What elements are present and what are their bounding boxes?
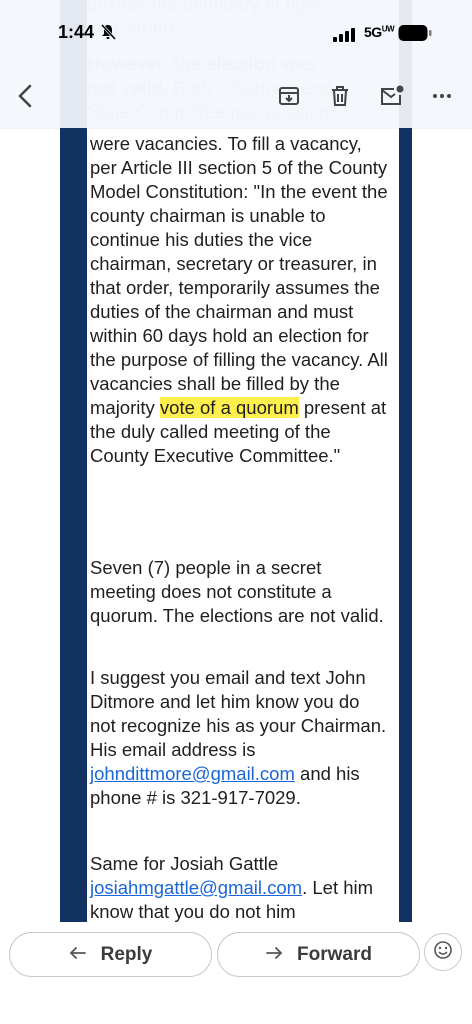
reply-button[interactable] [9, 932, 212, 977]
email-frame-left [60, 0, 87, 922]
more-options-icon[interactable] [430, 84, 454, 108]
paragraph-2-text: Seven (7) people in a secret meeting does not constitute a quorum. The elections are not valid. [90, 557, 384, 626]
mark-unread-icon[interactable] [379, 84, 403, 108]
paragraph-4-text: Same for Josiah Gattle [90, 853, 279, 874]
signal-strength-icon [333, 28, 357, 47]
email-frame-right [399, 0, 412, 922]
paragraph-3-text: I suggest you email and text John Ditmore and let him know you do not recognize his as your Chairman. His email address is [90, 667, 387, 760]
email-paragraph-4 [90, 852, 390, 924]
battery-icon [398, 24, 432, 47]
network-label: 5G [364, 24, 382, 40]
paragraph-4-end: . Let him know that you do not him [90, 877, 374, 922]
trash-icon[interactable] [328, 84, 352, 108]
email-paragraph-1 [90, 132, 390, 468]
forward-label: Forward [297, 943, 372, 965]
forward-button[interactable] [217, 932, 420, 977]
bell-muted-icon [100, 23, 116, 46]
paragraph-1-text: were vacancies. To fill a vacancy, per Article III section 5 of the County Model Constitution: "In the event the county chairman is unable to continue his duties the vice chairman, secretary or treasurer, in that order, temporarily assumes the duties of the chairman and must within 60 days hold an election for the purpose of filling the vacancy. All vacancies shall be filled by the majority [90, 133, 388, 418]
paragraph-1-end: present at the duly called meeting of the County Executive Committee." [90, 397, 387, 466]
email-link-johndittmore[interactable]: johndittmore@gmail.com [90, 763, 295, 784]
email-link-josiahmgattle[interactable]: josiahmgattle@gmail.com [90, 877, 303, 898]
network-type [364, 24, 394, 40]
forward-icon [265, 944, 283, 966]
back-arrow-icon[interactable] [12, 82, 40, 110]
paragraph-3-end: and his phone # is 321-917-7029. [90, 763, 360, 808]
status-time: 1:44 [58, 22, 95, 42]
email-paragraph-2 [90, 556, 390, 628]
network-sup: UW [381, 24, 395, 34]
email-paragraph-3 [90, 666, 390, 810]
smiley-icon [433, 940, 453, 965]
archive-icon[interactable] [277, 84, 301, 108]
reply-label: Reply [100, 943, 153, 965]
reply-icon [69, 944, 87, 966]
emoji-reaction-button[interactable] [424, 933, 462, 971]
highlighted-phrase: vote of a quorum [159, 397, 299, 418]
top-toolbar [0, 0, 472, 128]
